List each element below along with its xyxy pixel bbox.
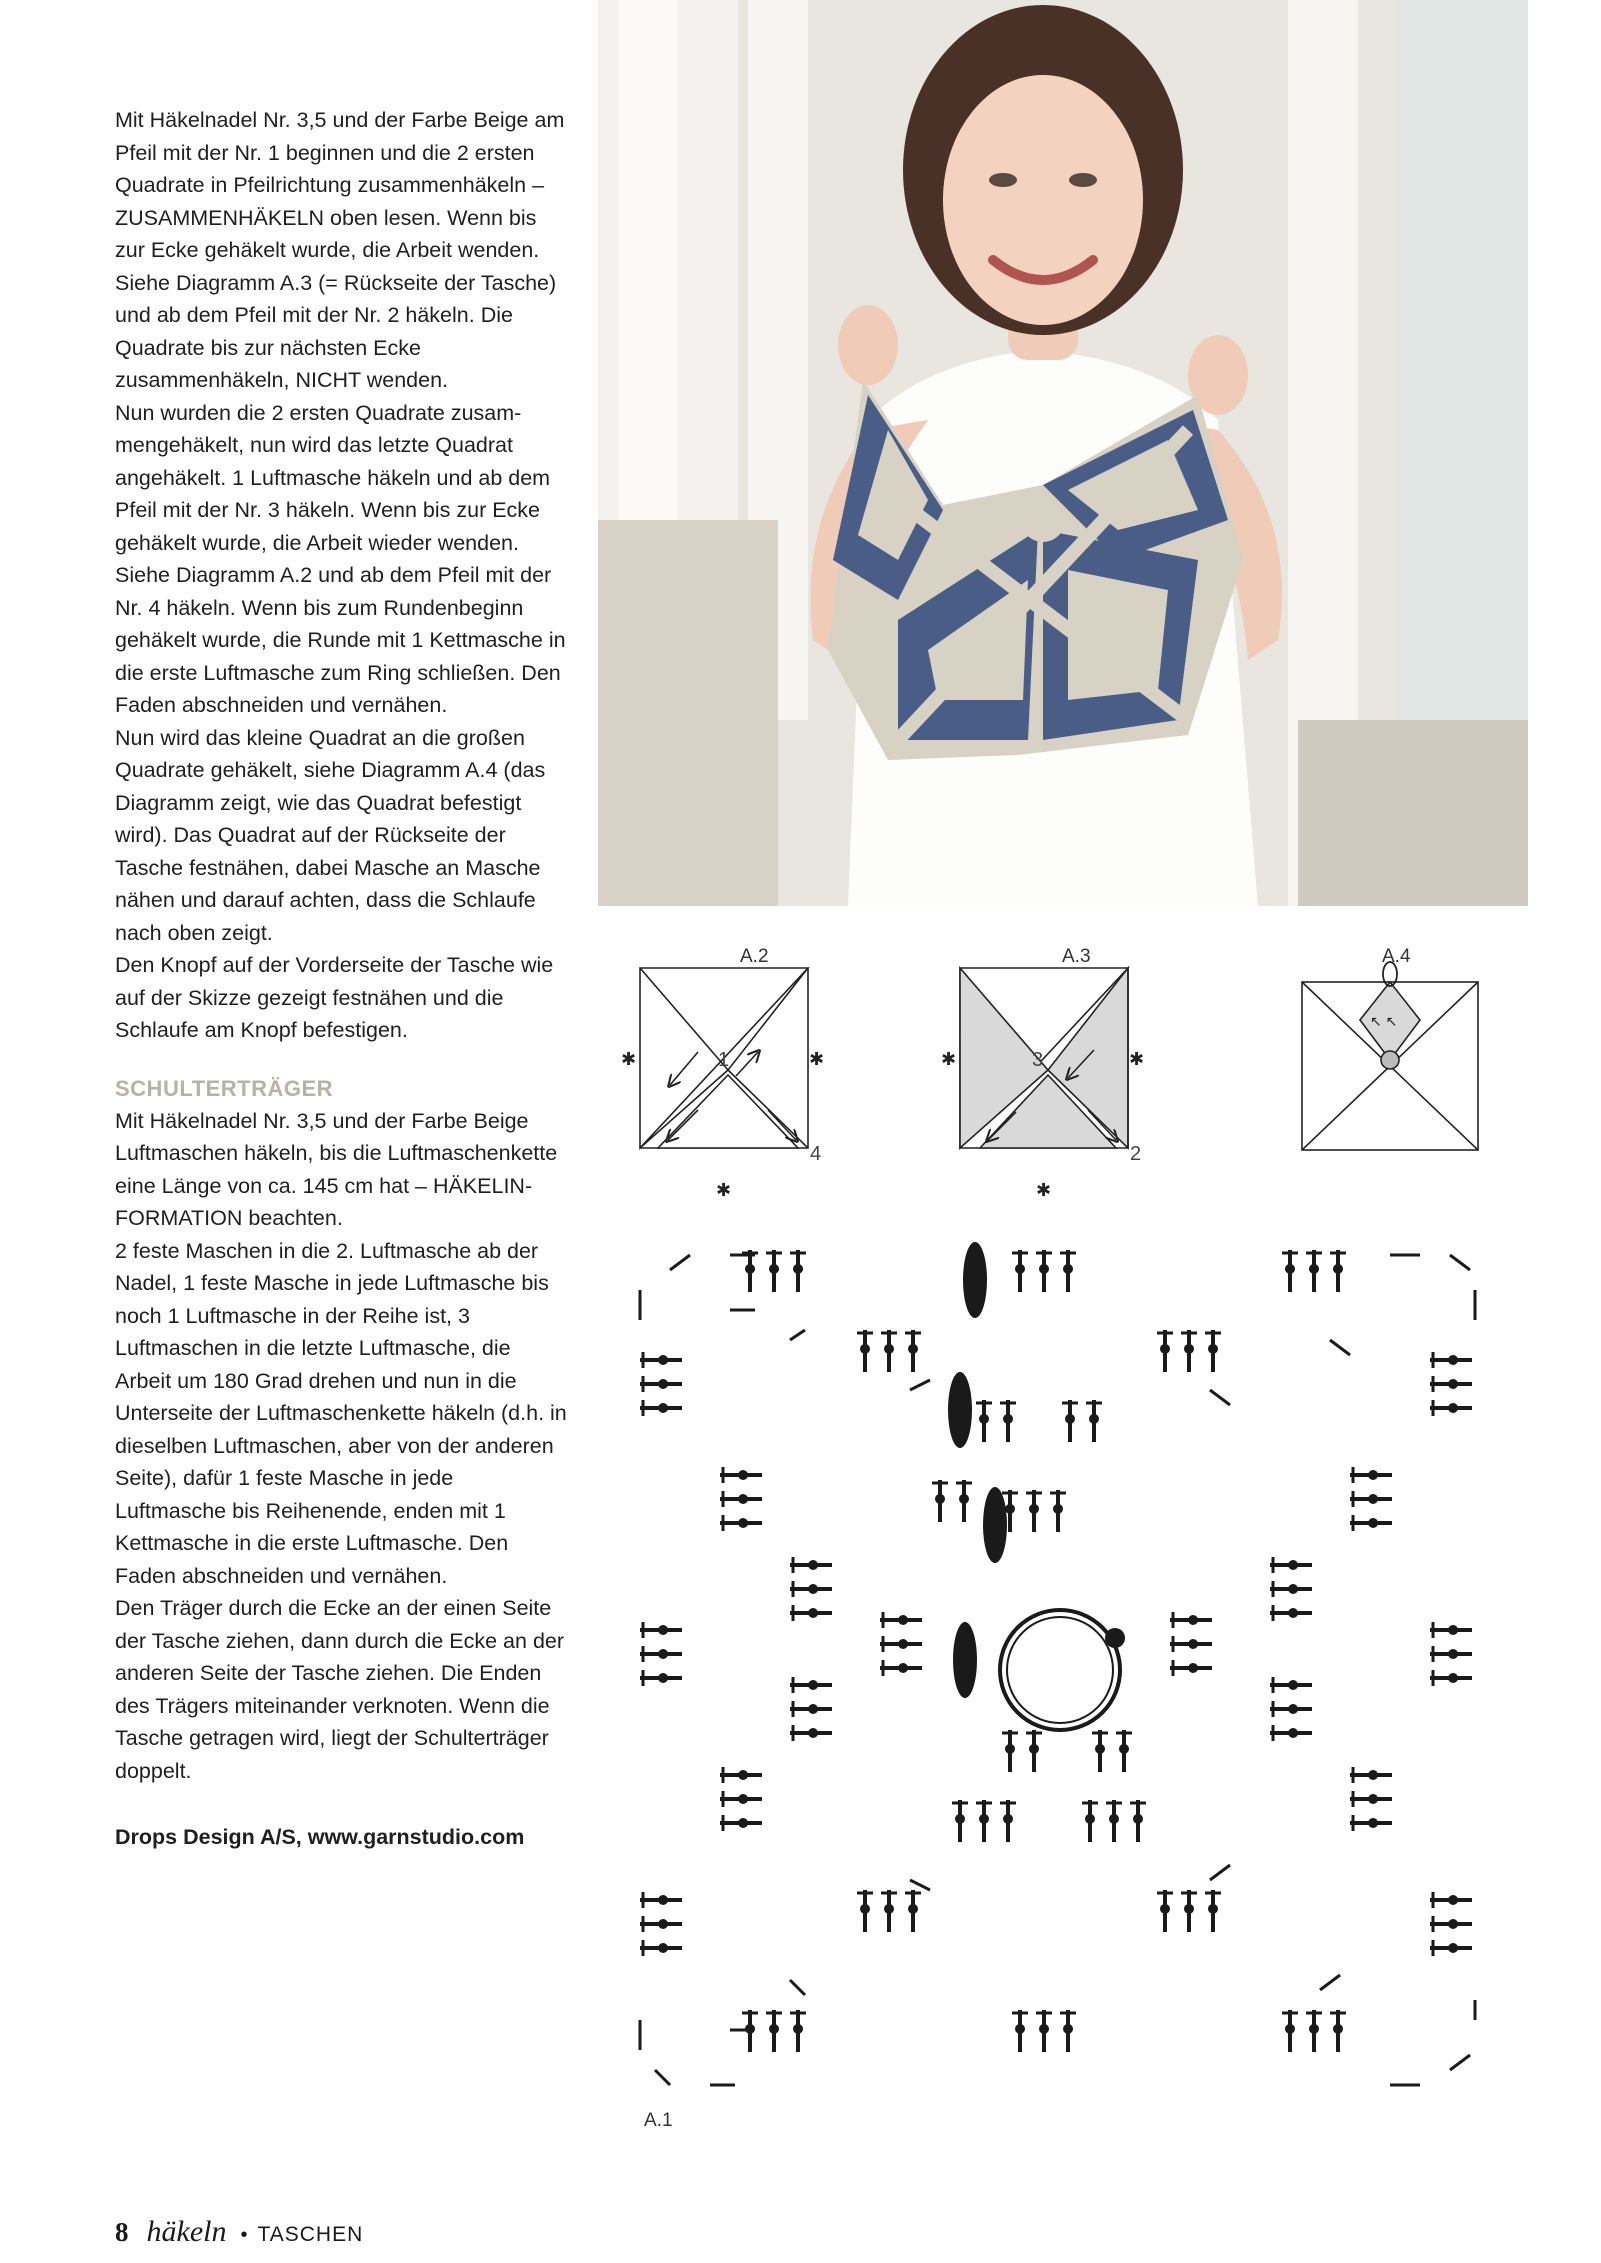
stitch-yarn-over (1333, 1264, 1343, 1274)
diagram-a2-label: A.2 (740, 946, 769, 967)
stitch-yarn-over (738, 1518, 748, 1528)
stitch-yarn-over (738, 1494, 748, 1504)
stitch-yarn-over (658, 1673, 668, 1683)
strap-paragraph: Den Träger durch die Ecke an der einen Seite der Tasche ziehen, dann durch die Ecke an der anderen Seite der Tasche ziehen. Die Enden des Trägers miteinander verknoten. Wenn die Tasche getragen wird, liegt der Schulterträger doppelt. (115, 1596, 565, 1783)
a3-star-icon: ✱ (941, 1049, 957, 1069)
stitch-yarn-over (955, 1814, 965, 1824)
a2-star-icon: ✱ (716, 1180, 732, 1200)
stitch-yarn-over (1063, 2024, 1073, 2034)
stitch-yarn-over (1368, 1470, 1378, 1480)
stitch-yarn-over (1288, 1680, 1298, 1690)
stitch-yarn-over (908, 1904, 918, 1914)
stitch-yarn-over (1005, 1744, 1015, 1754)
stitch-yarn-over (935, 1494, 945, 1504)
stitch-yarn-over (1095, 1744, 1105, 1754)
stitch-yarn-over (808, 1680, 818, 1690)
crochet-chart-a1 (630, 1240, 1490, 2100)
slip-stitch-symbol (948, 1372, 972, 1448)
chain-stitch-symbol (1320, 1975, 1340, 1990)
stitch-yarn-over (1188, 1639, 1198, 1649)
diagram-a3-label: A.3 (1062, 946, 1091, 967)
stitch-yarn-over (860, 1344, 870, 1354)
a4-arrow-icon: ↖ ↖ (1370, 1013, 1398, 1029)
stitch-yarn-over (1368, 1518, 1378, 1528)
chain-stitch-symbol (1210, 1865, 1230, 1880)
stitch-yarn-over (1015, 2024, 1025, 2034)
stitch-yarn-over (1188, 1615, 1198, 1625)
instruction-paragraph: Mit Häkelnadel Nr. 3,5 und der Farbe Beige am Pfeil mit der Nr. 1 beginnen und die 2 ersten Quadrate in Pfeilrichtung zusammenhäkeln – ZUSAMMENHÄKELN oben lesen. Wenn bis zur Ecke gehäkelt wurde, die Arbeit wenden. Siehe Diagramm A.3 (= Rückseite der Tasche) und ab dem Pfeil mit der Nr. 2 häkeln. Die Quadrate bis zur nächsten Ecke zusammenhäkeln, NICHT wenden. (115, 108, 565, 392)
stitch-yarn-over (1003, 1414, 1013, 1424)
stitch-yarn-over (738, 1470, 748, 1480)
stitch-yarn-over (1285, 1264, 1295, 1274)
stitch-yarn-over (1288, 1704, 1298, 1714)
shoulder-strap-heading: SCHULTERTRÄGER (115, 1075, 334, 1101)
a2-arrow-4: 4 (810, 1143, 822, 1165)
stitch-yarn-over (1309, 2024, 1319, 2034)
chain-stitch-symbol (655, 2070, 670, 2085)
stitch-yarn-over (1005, 1504, 1015, 1514)
stitch-yarn-over (1368, 1494, 1378, 1504)
stitch-yarn-over (658, 1403, 668, 1413)
stitch-yarn-over (658, 1379, 668, 1389)
stitch-yarn-over (1448, 1943, 1458, 1953)
slip-stitch-symbol (983, 1487, 1007, 1563)
stitch-yarn-over (1448, 1625, 1458, 1635)
a3-star-icon: ✱ (1129, 1049, 1145, 1069)
stitch-yarn-over (658, 1943, 668, 1953)
stitch-yarn-over (1184, 1904, 1194, 1914)
stitch-yarn-over (808, 1584, 818, 1594)
stitch-yarn-over (1448, 1379, 1458, 1389)
stitch-yarn-over (658, 1355, 668, 1365)
magazine-logo: häkeln (146, 2215, 227, 2248)
stitch-yarn-over (1188, 1663, 1198, 1673)
a3-arrow-3: 3 (1032, 1049, 1044, 1071)
stitch-yarn-over (1309, 1264, 1319, 1274)
stitch-yarn-over (1448, 1649, 1458, 1659)
stitch-yarn-over (1015, 1264, 1025, 1274)
page-footer (115, 2215, 363, 2255)
stitch-yarn-over (1160, 1904, 1170, 1914)
diagram-a3 (960, 968, 1128, 1148)
stitch-yarn-over (1448, 1919, 1458, 1929)
stitch-yarn-over (1288, 1728, 1298, 1738)
instruction-paragraph: Nun wird das kleine Quadrat an die großen Quadrate gehäkelt, siehe Diagramm A.4 (das Diagramm zeigt, wie das Quadrat befestigt wird). Das Quadrat auf der Rückseite der Tasche festnähen, dabei Masche an Masche nähen und darauf achten, dass die Schlaufe nach oben zeigt. (115, 725, 546, 945)
chain-stitch-symbol (910, 1880, 930, 1890)
stitch-yarn-over (1119, 1744, 1129, 1754)
stitch-yarn-over (1285, 2024, 1295, 2034)
stitch-yarn-over (884, 1344, 894, 1354)
chain-stitch-symbol (910, 1380, 930, 1390)
stitch-yarn-over (1368, 1770, 1378, 1780)
stitch-yarn-over (1288, 1608, 1298, 1618)
stitch-yarn-over (1039, 2024, 1049, 2034)
stitch-yarn-over (1448, 1895, 1458, 1905)
stitch-yarn-over (1003, 1814, 1013, 1824)
chain-stitch-symbol (1330, 1340, 1350, 1355)
slip-stitch-symbol (963, 1242, 987, 1318)
stitch-yarn-over (658, 1919, 668, 1929)
stitch-yarn-over (1063, 1264, 1073, 1274)
strap-paragraph: Mit Häkelnadel Nr. 3,5 und der Farbe Beige Luftmaschen häkeln, bis die Luftmaschenkette eine Länge von ca. 145 cm hat – HÄKELINFORMATION beachten. (115, 1108, 558, 1230)
stitch-yarn-over (908, 1344, 918, 1354)
stitch-yarn-over (898, 1639, 908, 1649)
stitch-yarn-over (959, 1494, 969, 1504)
instruction-text-column (115, 104, 570, 1854)
a3-arrow-2: 2 (1130, 1143, 1142, 1165)
stitch-yarn-over (658, 1649, 668, 1659)
stitch-yarn-over (658, 1625, 668, 1635)
chain-stitch-symbol (1450, 2055, 1470, 2070)
magic-ring-inner (1007, 1617, 1113, 1723)
stitch-yarn-over (1160, 1344, 1170, 1354)
slip-stitch-symbol (953, 1622, 977, 1698)
chain-stitch-symbol (670, 1255, 690, 1270)
stitch-yarn-over (738, 1818, 748, 1828)
instruction-paragraph: Nun wurden die 2 ersten Quadrate zusammengehäkelt, nun wird das letzte Quadrat angehäkelt. 1 Luftmasche häkeln und ab dem Pfeil mit der Nr. 3 häkeln. Wenn bis zur Ecke gehäkelt wurde, die Arbeit wieder wenden. Siehe Diagramm A.2 und ab dem Pfeil mit der Nr. 4 häkeln. Wenn bis zum Rundenbeginn gehäkelt wurde, die Runde mit 1 Kettmasche in die erste Luftmasche zum Ring schließen. Den Faden abschneiden und vernähen. (115, 400, 566, 717)
instruction-paragraph: Den Knopf auf der Vorderseite der Tasche wie auf der Skizze gezeigt festnähen und die Schlaufe am Knopf befestigen. (115, 953, 554, 1042)
stitch-yarn-over (979, 1414, 989, 1424)
stitch-yarn-over (1053, 1504, 1063, 1514)
stitch-yarn-over (1368, 1794, 1378, 1804)
model-photo (598, 0, 1528, 906)
stitch-yarn-over (808, 1608, 818, 1618)
bullet-separator: • (240, 2224, 248, 2246)
stitch-yarn-over (769, 1264, 779, 1274)
page-number: 8 (115, 2217, 129, 2247)
stitch-yarn-over (1065, 1414, 1075, 1424)
stitch-yarn-over (745, 1264, 755, 1274)
stitch-yarn-over (1029, 1504, 1039, 1514)
magic-ring-symbol (1000, 1610, 1120, 1730)
diagram-a4-label: A.4 (1382, 946, 1411, 967)
stitch-yarn-over (1333, 2024, 1343, 2034)
stitch-yarn-over (860, 1904, 870, 1914)
a2-star-icon: ✱ (621, 1049, 637, 1069)
a2-arrow-1: 1 (718, 1049, 730, 1071)
diagram-a1-label: A.1 (644, 2110, 673, 2131)
stitch-yarn-over (884, 1904, 894, 1914)
stitch-yarn-over (1184, 1344, 1194, 1354)
strap-paragraph: 2 feste Maschen in die 2. Luftmasche ab der Nadel, 1 feste Masche in jede Luftmasche bis noch 1 Luftmasche in der Reihe ist, 3 Luftmaschen in die letzte Luftmasche, die Arbeit um 180 Grad drehen und nun in die Unterseite der Luftmaschenkette häkeln (d.h. in dieselben Luftmaschen, aber von der anderen Seite), dafür 1 feste Masche in jede Luftmasche bis Reihenende, enden mit 1 Kettmasche in die erste Luftmasche. Den Faden abschneiden und vernähen. (115, 1238, 567, 1588)
stitch-yarn-over (738, 1794, 748, 1804)
section-name: TASCHEN (257, 2223, 364, 2246)
stitch-yarn-over (1368, 1818, 1378, 1828)
stitch-yarn-over (808, 1704, 818, 1714)
stitch-yarn-over (1039, 1264, 1049, 1274)
chain-stitch-symbol (1210, 1390, 1230, 1405)
chain-stitch-symbol (790, 1330, 805, 1340)
chain-stitch-symbol (790, 1980, 805, 1995)
stitch-yarn-over (1208, 1904, 1218, 1914)
stitch-yarn-over (1448, 1403, 1458, 1413)
a3-star-icon: ✱ (1036, 1180, 1052, 1200)
stitch-yarn-over (793, 1264, 803, 1274)
stitch-yarn-over (808, 1560, 818, 1570)
stitch-yarn-over (1288, 1560, 1298, 1570)
stitch-yarn-over (769, 2024, 779, 2034)
stitch-yarn-over (979, 1814, 989, 1824)
diagram-a4 (1302, 962, 1478, 1150)
stitch-yarn-over (1089, 1414, 1099, 1424)
chain-stitch-symbol (1450, 1255, 1470, 1270)
stitch-yarn-over (658, 1895, 668, 1905)
a2-star-icon: ✱ (809, 1049, 825, 1069)
stitch-yarn-over (898, 1615, 908, 1625)
stitch-yarn-over (1029, 1744, 1039, 1754)
joining-diagrams (618, 960, 1518, 1220)
stitch-yarn-over (1208, 1344, 1218, 1354)
stitch-yarn-over (1109, 1814, 1119, 1824)
stitch-yarn-over (1448, 1673, 1458, 1683)
stitch-yarn-over (1133, 1814, 1143, 1824)
stitch-yarn-over (1288, 1584, 1298, 1594)
stitch-yarn-over (1085, 1814, 1095, 1824)
ring-closure-symbol (1105, 1628, 1125, 1648)
stitch-yarn-over (808, 1728, 818, 1738)
design-credit: Drops Design A/S, www.garnstudio.com (115, 1825, 525, 1849)
stitch-yarn-over (793, 2024, 803, 2034)
stitch-yarn-over (1448, 1355, 1458, 1365)
stitch-yarn-over (898, 1663, 908, 1673)
stitch-yarn-over (738, 1770, 748, 1780)
